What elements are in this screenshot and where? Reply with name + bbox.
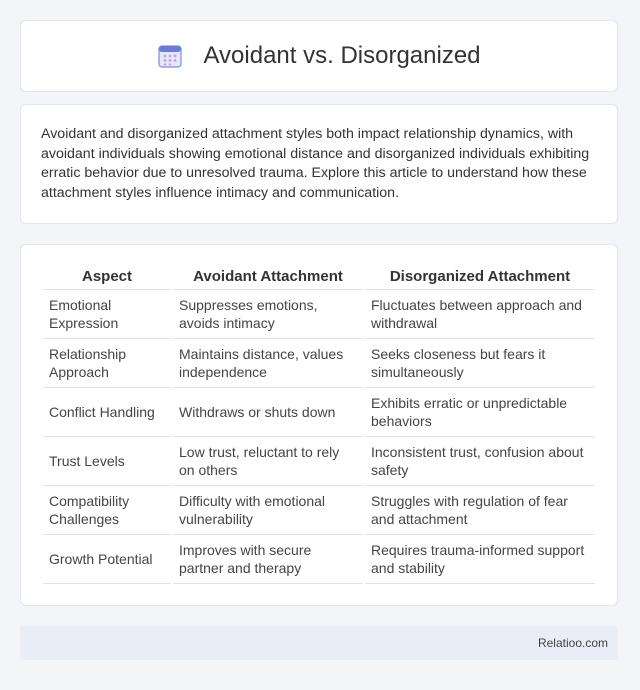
page-title: Avoidant vs. Disorganized	[203, 42, 481, 69]
table-row	[43, 290, 595, 339]
intro-card	[20, 104, 618, 224]
table-row	[43, 339, 595, 388]
table-cell: Emotional Expression	[43, 290, 171, 339]
table-row	[43, 437, 595, 486]
table-cell: Improves with secure partner and therapy	[173, 535, 363, 584]
table-cell: Maintains distance, values independence	[173, 339, 363, 388]
table-cell: Withdraws or shuts down	[173, 388, 363, 437]
comparison-table	[41, 263, 597, 584]
table-cell: Difficulty with emotional vulnerability	[173, 486, 363, 535]
footer	[20, 626, 618, 660]
header-disorganized: Disorganized Attachment	[365, 263, 595, 290]
title-card	[20, 20, 618, 92]
table-row	[43, 388, 595, 437]
table-row	[43, 486, 595, 535]
table-cell: Fluctuates between approach and withdrawal	[365, 290, 595, 339]
table-cell: Inconsistent trust, confusion about safety	[365, 437, 595, 486]
table-cell: Growth Potential	[43, 535, 171, 584]
calendar-icon	[157, 43, 183, 69]
table-cell: Compatibility Challenges	[43, 486, 171, 535]
footer-brand[interactable]: Relatioo.com	[537, 636, 608, 650]
intro-text: Avoidant and disorganized attachment styles both impact relationship dynamics, with avoidant individuals showing emotional distance and disorganized individuals exhibiting erratic behavior due to unresolved trauma. Explore this article to understand how these attachment styles influence intimacy and communication.	[41, 126, 590, 201]
table-cell: Requires trauma-informed support and stability	[365, 535, 595, 584]
table-cell: Trust Levels	[43, 437, 171, 486]
table-row	[43, 535, 595, 584]
table-cell: Exhibits erratic or unpredictable behaviors	[365, 388, 595, 437]
table-cell: Seeks closeness but fears it simultaneously	[365, 339, 595, 388]
table-cell: Suppresses emotions, avoids intimacy	[173, 290, 363, 339]
header-avoidant: Avoidant Attachment	[173, 263, 363, 290]
table-cell: Low trust, reluctant to rely on others	[173, 437, 363, 486]
table-cell: Conflict Handling	[43, 388, 171, 437]
comparison-card	[20, 244, 618, 606]
table-cell: Struggles with regulation of fear and attachment	[365, 486, 595, 535]
table-cell: Relationship Approach	[43, 339, 171, 388]
table-header-row	[43, 263, 595, 290]
header-aspect: Aspect	[43, 263, 171, 290]
